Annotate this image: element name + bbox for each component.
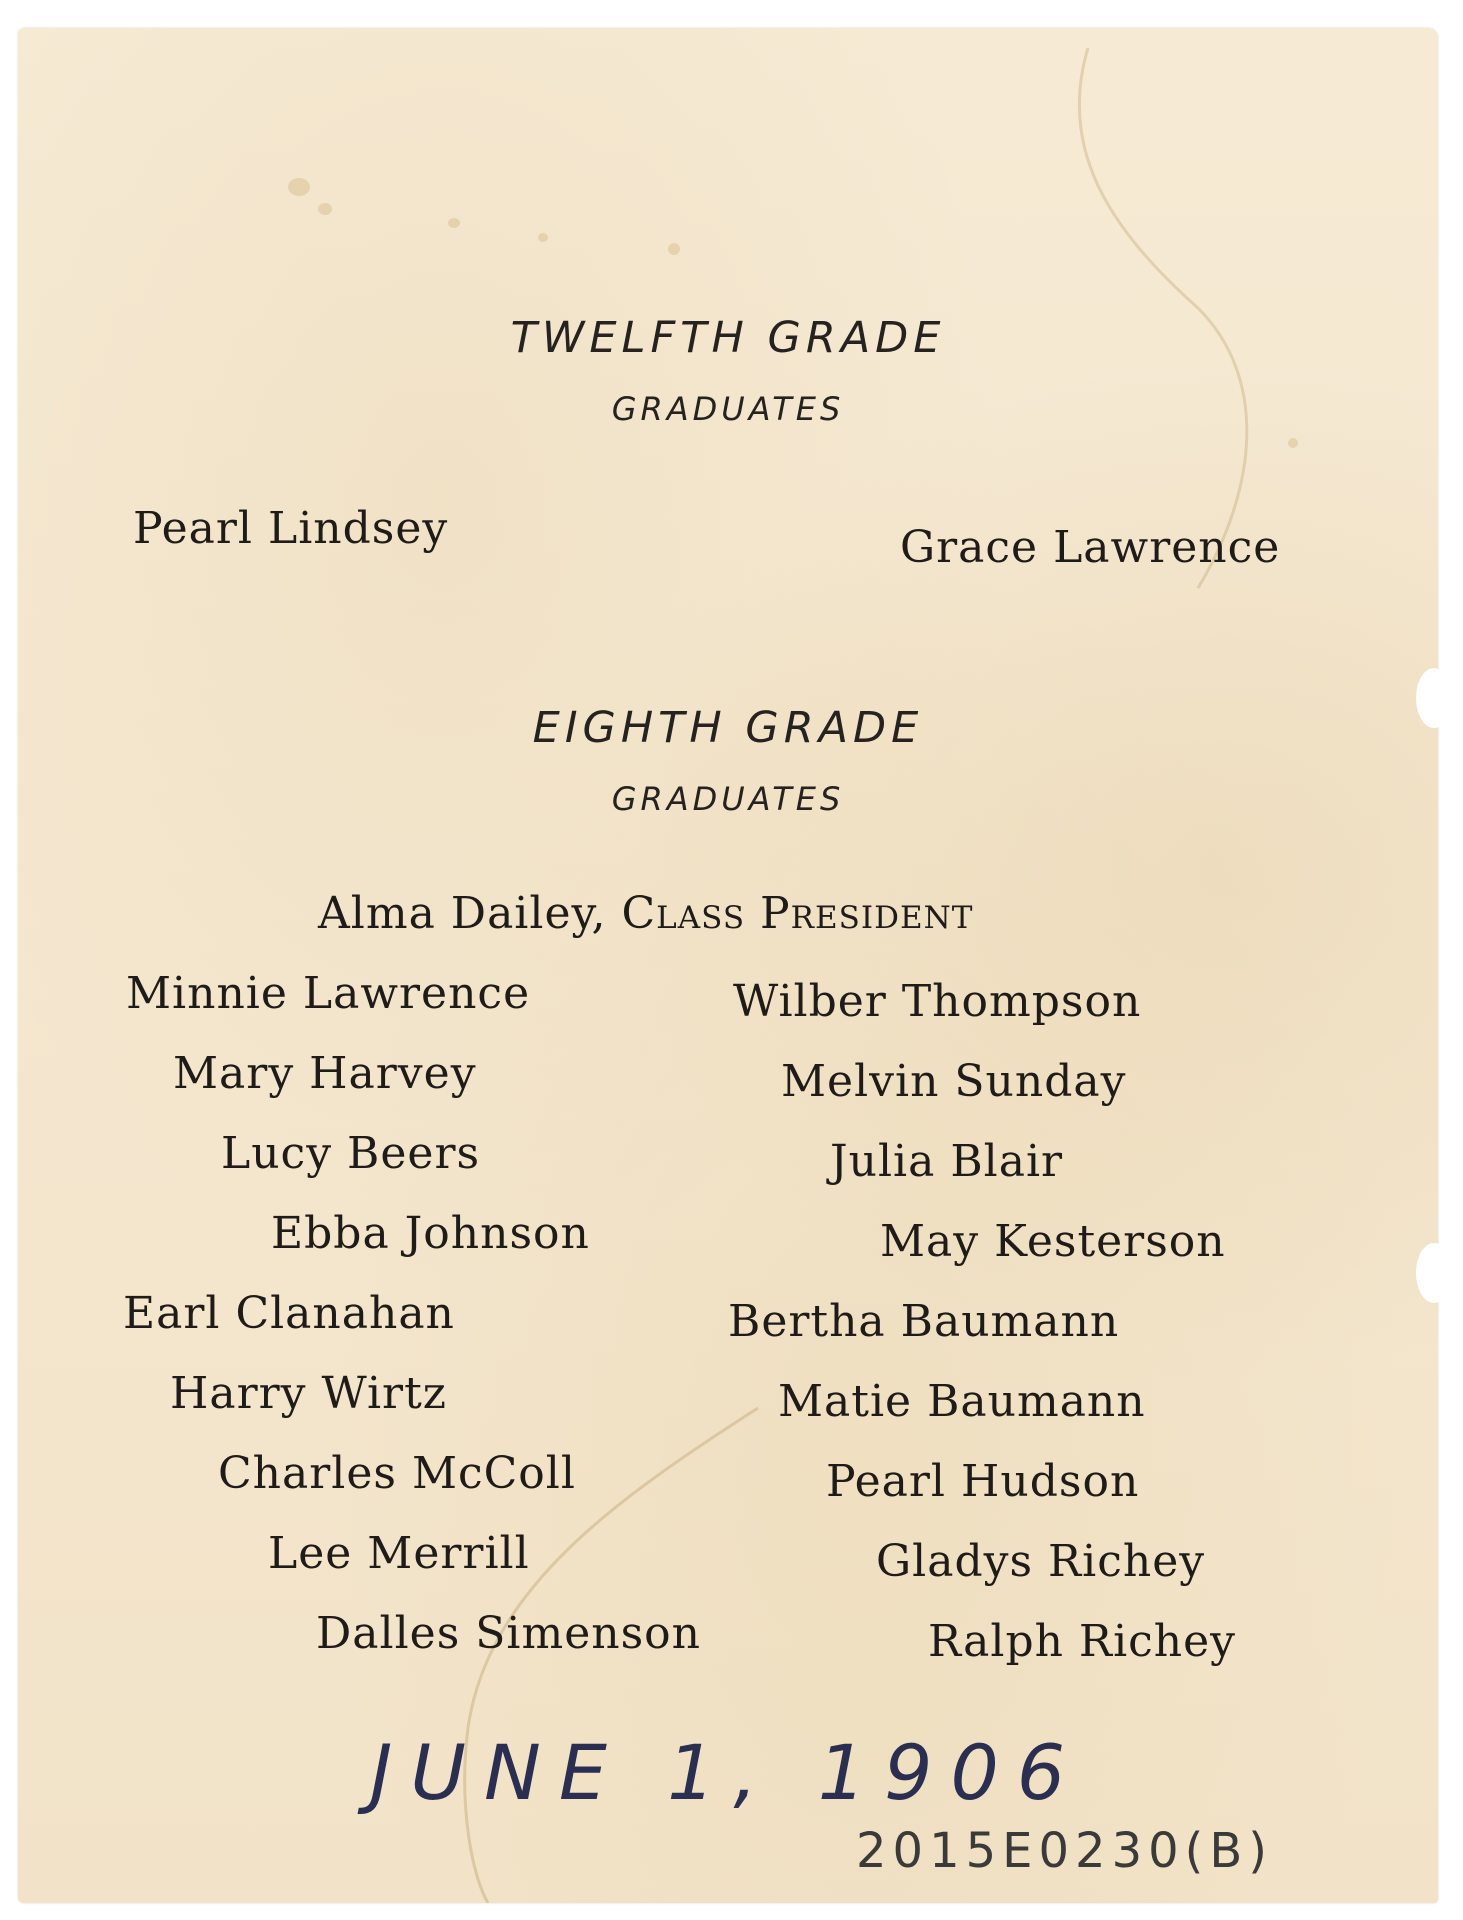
eighth-graduate-right: May Kesterson bbox=[880, 1216, 1226, 1267]
twelfth-grade-subheading: GRADUATES bbox=[611, 390, 845, 428]
eighth-graduate-left: Harry Wirtz bbox=[170, 1368, 447, 1419]
eighth-graduate-left: Charles McColl bbox=[218, 1448, 576, 1499]
eighth-graduate-left: Minnie Lawrence bbox=[126, 968, 531, 1019]
twelfth-grade-heading: TWELFTH GRADE bbox=[510, 313, 946, 363]
handwritten-date: JUNE 1, 1906 bbox=[370, 1728, 1084, 1817]
handwritten-reference-number: 2015E0230(B) bbox=[856, 1823, 1274, 1879]
class-president-name: Alma Dailey, bbox=[318, 888, 607, 939]
twelfth-graduate-name: Pearl Lindsey bbox=[133, 503, 449, 554]
eighth-graduate-right: Ralph Richey bbox=[928, 1616, 1237, 1667]
eighth-grade-heading: EIGHTH GRADE bbox=[532, 703, 924, 753]
eighth-graduate-right: Melvin Sunday bbox=[781, 1056, 1127, 1107]
eighth-graduate-left: Mary Harvey bbox=[173, 1048, 477, 1099]
document-page bbox=[18, 28, 1438, 1903]
eighth-graduate-left: Dalles Simenson bbox=[316, 1608, 701, 1659]
eighth-graduate-right: Pearl Hudson bbox=[826, 1456, 1140, 1507]
eighth-graduate-left: Ebba Johnson bbox=[271, 1208, 590, 1259]
class-president-line bbox=[318, 888, 973, 939]
twelfth-graduate-name: Grace Lawrence bbox=[900, 522, 1281, 573]
eighth-graduate-left: Lucy Beers bbox=[221, 1128, 481, 1179]
eighth-graduate-right: Matie Baumann bbox=[778, 1376, 1146, 1427]
eighth-graduate-right: Julia Blair bbox=[830, 1136, 1064, 1187]
eighth-graduate-left: Earl Clanahan bbox=[123, 1288, 455, 1339]
eighth-graduate-right: Wilber Thompson bbox=[733, 976, 1142, 1027]
eighth-graduate-right: Bertha Baumann bbox=[728, 1296, 1120, 1347]
eighth-graduate-left: Lee Merrill bbox=[268, 1528, 530, 1579]
eighth-graduate-right: Gladys Richey bbox=[876, 1536, 1206, 1587]
eighth-grade-subheading: GRADUATES bbox=[611, 780, 845, 818]
class-president-title: Class President bbox=[621, 888, 974, 939]
page-notch bbox=[1416, 1243, 1452, 1303]
